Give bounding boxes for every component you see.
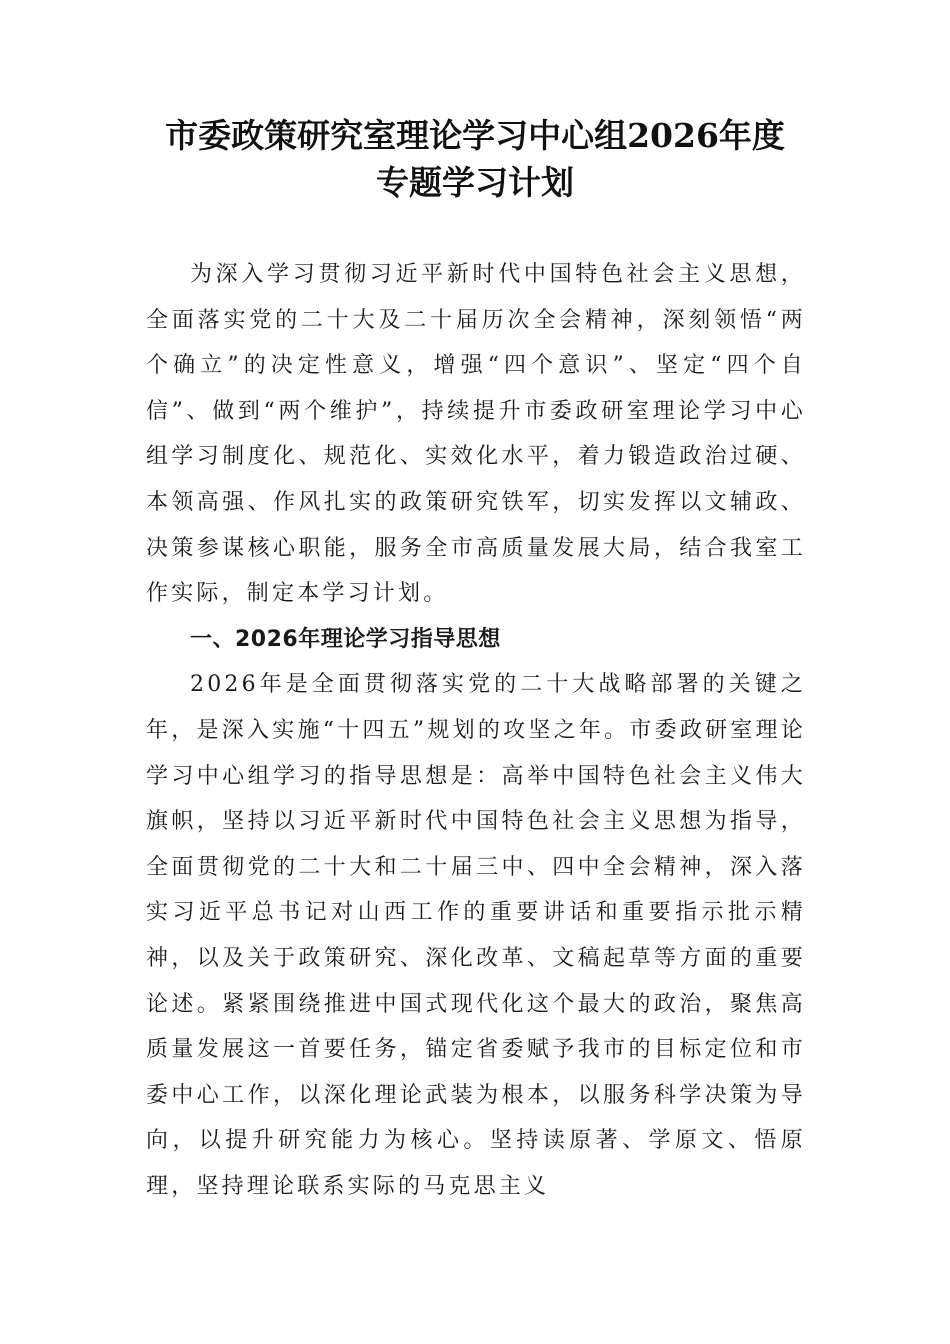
- intro-paragraph: 为深入学习贯彻习近平新时代中国特色社会主义思想，全面落实党的二十大及二十届历次全会精神，深刻领悟“两个确立”的决定性意义，增强“四个意识”、坚定“四个自信”、做到“两个维护”，持续提升市委政研室理论学习中心组学习制度化、规范化、实效化水平，着力锻造政治过硬、本领高强、作风扎实的政策研究铁军，切实发挥以文辅政、决策参谋核心职能，服务全市高质量发展大局，结合我室工作实际，制定本学习计划。: [146, 262, 806, 607]
- title-line-2: 专题学习计划: [376, 163, 574, 202]
- title-line-1: 市委政策研究室理论学习中心组2026年度: [165, 116, 785, 155]
- section-heading-1: 一、2026年理论学习指导思想: [190, 626, 501, 652]
- section-paragraph-1: 2026年是全面贯彻落实党的二十大战略部署的关键之年，是深入实施“十四五”规划的攻坚之年。市委政研室理论学习中心组学习的指导思想是：高举中国特色社会主义伟大旗帜，坚持以习近平新时代中国特色社会主义思想为指导，全面贯彻党的二十大和二十届三中、四中全会精神，深入落实习近平总书记对山西工作的重要讲话和重要指示批示精神，以及关于政策研究、深化改革、文稿起草等方面的重要论述。紧紧围绕推进中国式现代化这个最大的政治，聚焦高质量发展这一首要任务，锚定省委赋予我市的目标定位和市委中心工作，以深化理论武装为根本，以服务科学决策为导向，以提升研究能力为核心。坚持读原著、学原文、悟原理，坚持理论联系实际的马克思主义: [146, 672, 806, 1199]
- document-body: [146, 252, 806, 1209]
- document-title: [120, 112, 830, 206]
